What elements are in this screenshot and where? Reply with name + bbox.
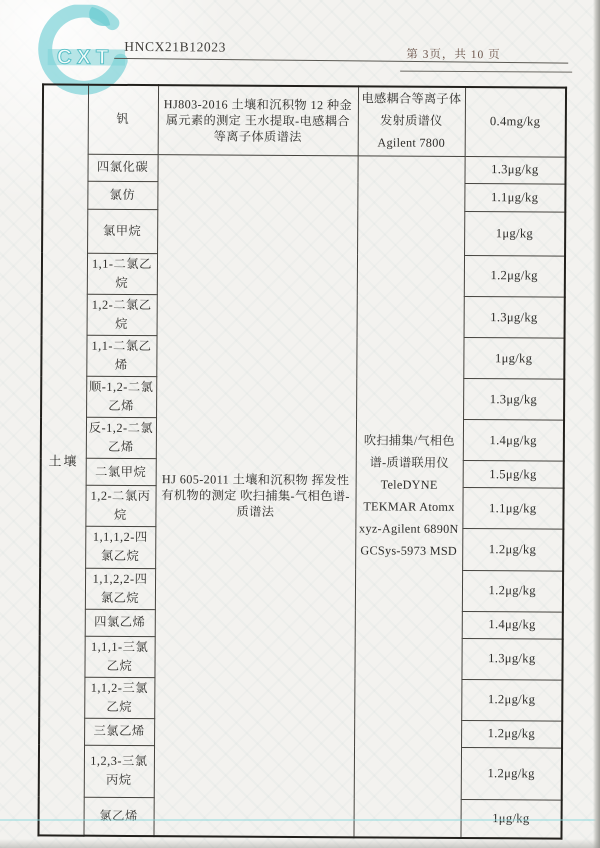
detection-limit-cell: 1μg/kg bbox=[464, 211, 565, 256]
detection-limit-cell: 1.2μg/kg bbox=[461, 747, 562, 800]
parameter-cell: 1,1,2-三氯乙烷 bbox=[84, 677, 154, 719]
parameter-cell: 1,1,2,2-四氯乙烷 bbox=[85, 568, 155, 610]
parameter-cell: 四氯化碳 bbox=[87, 154, 157, 181]
parameter-cell: 1,1-二氯乙烯 bbox=[86, 335, 156, 377]
detection-limit-cell: 0.4mg/kg bbox=[465, 87, 566, 157]
parameter-cell: 二氯甲烷 bbox=[86, 459, 156, 486]
detection-limit-cell: 1.5μg/kg bbox=[463, 461, 564, 489]
parameter-cell: 1,2-二氯乙烷 bbox=[87, 294, 157, 336]
parameter-cell: 四氯乙烯 bbox=[85, 609, 155, 636]
parameter-cell: 氯仿 bbox=[87, 181, 157, 209]
detection-limit-cell: 1.4μg/kg bbox=[463, 420, 564, 462]
parameter-cell: 1,1,1,2-四氯乙烷 bbox=[85, 527, 155, 569]
parameter-cell: 1,2-二氯丙烷 bbox=[85, 486, 155, 528]
scan-edge-shadow-right bbox=[593, 0, 600, 848]
parameter-cell: 反-1,2-二氯乙烯 bbox=[86, 417, 156, 459]
method-cell: HJ803-2016 土壤和沉积物 12 种金属元素的测定 王水提取-电感耦合等离子体质谱法 bbox=[158, 85, 358, 156]
page-info-underline bbox=[400, 71, 572, 73]
detection-limit-cell: 1.3μg/kg bbox=[464, 156, 565, 184]
detection-limit-cell: 1.2μg/kg bbox=[462, 529, 563, 571]
instrument-cell: 电感耦合等离子体发射质谱仪 Agilent 7800 bbox=[358, 86, 465, 156]
parameter-cell: 氯乙烯 bbox=[83, 797, 153, 836]
parameter-cell: 顺-1,2-二氯乙烯 bbox=[86, 376, 156, 418]
parameter-cell: 钒 bbox=[88, 85, 158, 155]
logo-text: CXT bbox=[56, 46, 114, 69]
methods-table bbox=[37, 83, 567, 839]
detection-limit-cell: 1.2μg/kg bbox=[461, 679, 562, 721]
sample-type-cell: 土壤 bbox=[38, 84, 88, 836]
detection-limit-cell: 1.4μg/kg bbox=[462, 611, 563, 639]
parameter-cell: 氯甲烷 bbox=[87, 209, 157, 253]
detection-limit-cell: 1.3μg/kg bbox=[464, 296, 565, 338]
table-row bbox=[43, 84, 566, 157]
scan-cyan-line bbox=[0, 819, 600, 821]
parameter-cell: 1,2,3-三氯丙烷 bbox=[84, 745, 154, 797]
detection-limit-cell: 1μg/kg bbox=[463, 338, 564, 380]
detection-limit-cell: 1μg/kg bbox=[460, 799, 561, 839]
scan-edge-shadow-bottom bbox=[0, 839, 600, 848]
page-number-info: 第 3页，共 10 页 bbox=[406, 48, 501, 62]
detection-limit-cell: 1.2μg/kg bbox=[461, 720, 562, 748]
detection-limit-cell: 1.1μg/kg bbox=[464, 183, 565, 212]
method-cell: HJ 605-2011 土壤和沉积物 挥发性有机物的测定 吹扫捕集-气相色谱-质谱法 bbox=[153, 154, 357, 837]
table-row bbox=[42, 154, 565, 184]
detection-limit-cell: 1.1μg/kg bbox=[462, 488, 563, 530]
detection-limit-cell: 1.2μg/kg bbox=[464, 255, 565, 297]
instrument-cell: 吹扫捕集/气相色谱-质谱联用仪 TeleDYNE TEKMAR Atomx xyz-Agilent 6890N GCSys-5973 MSD bbox=[353, 156, 464, 839]
methods-table-body bbox=[38, 84, 566, 838]
parameter-cell: 1,1-二氯乙烷 bbox=[87, 253, 157, 295]
detection-limit-cell: 1.3μg/kg bbox=[463, 379, 564, 421]
parameter-cell: 三氯乙烯 bbox=[84, 718, 154, 745]
report-number: HNCX21B12023 bbox=[124, 38, 227, 55]
parameter-cell: 1,1,1-三氯乙烷 bbox=[84, 636, 154, 678]
detection-limit-cell: 1.3μg/kg bbox=[461, 638, 562, 680]
detection-limit-cell: 1.2μg/kg bbox=[462, 570, 563, 612]
